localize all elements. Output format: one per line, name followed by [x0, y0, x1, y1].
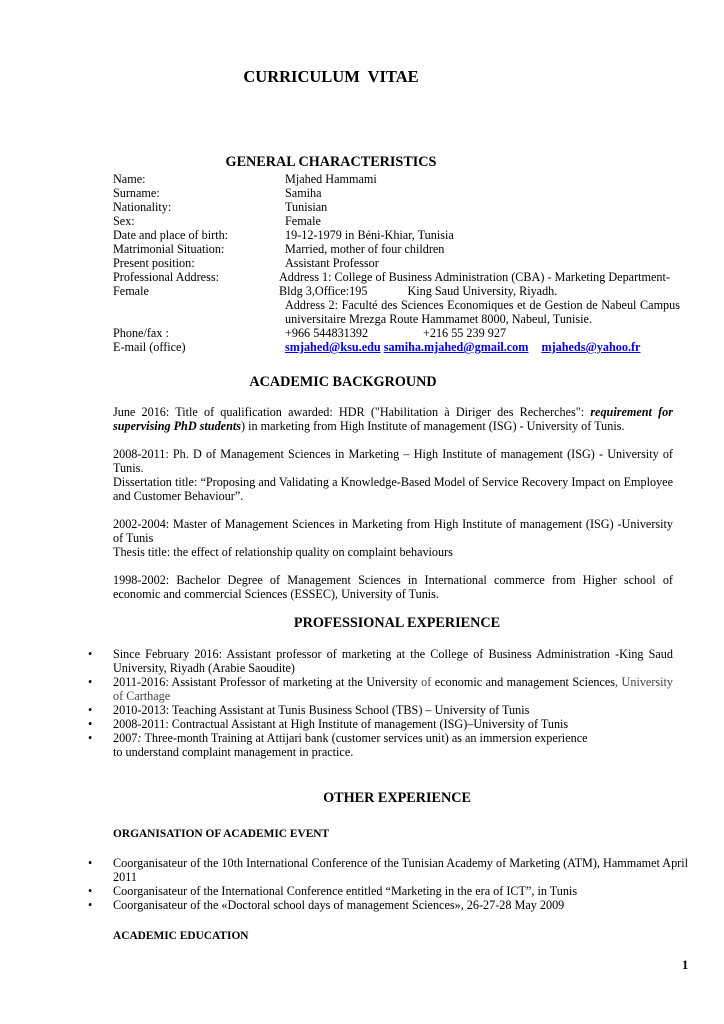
phone-1: +966 544831392 — [285, 326, 369, 340]
info-value: 19-12-1979 in Béni-Khiar, Tunisia — [285, 228, 454, 242]
organisation-list — [113, 856, 688, 912]
info-label: E-mail (office) — [113, 340, 186, 354]
list-item: • Coorganisateur of the «Doctoral school days of management Sciences», 26-27-28 May 2009 — [113, 898, 688, 912]
info-value: Tunisian — [285, 200, 328, 214]
info-value: Assistant Professor — [285, 256, 379, 270]
list-item: • Coorganisateur of the International Conference entitled “Marketing in the era of ICT”, in Tunis — [113, 884, 688, 898]
item-colon: : — [137, 731, 145, 745]
master-thesis: Thesis title: the effect of relationship quality on complaint behaviours — [113, 545, 453, 559]
document-title: CURRICULUM VITAE — [243, 67, 419, 86]
info-row-position — [113, 256, 693, 270]
address-1-line-2 — [279, 284, 557, 298]
list-item — [113, 675, 673, 703]
hdr-entry — [113, 405, 673, 433]
info-row-name — [113, 172, 693, 186]
info-value: Samiha — [285, 186, 322, 200]
phd-entry — [113, 447, 673, 503]
other-experience-heading: OTHER EXPERIENCE — [323, 790, 471, 806]
info-label: Nationality: — [113, 200, 172, 214]
item-text: economic and management Sciences — [431, 675, 616, 689]
list-item: • 2010-2013: Teaching Assistant at Tunis Business School (TBS) – University of Tunis — [113, 703, 673, 717]
info-label: Name: — [113, 172, 146, 186]
info-label: Sex: — [113, 214, 135, 228]
info-row-matrimonial — [113, 242, 693, 256]
info-row-phone — [113, 326, 693, 340]
hdr-text-end: ) in marketing from High Institute of management (ISG) - University of Tunis. — [241, 419, 625, 433]
info-label-female: Female — [113, 284, 149, 298]
hdr-emphasis: requirement for supervising PhD students — [113, 405, 673, 433]
info-row-address-cont — [113, 284, 693, 298]
master-degree: 2002-2004: Master of Management Sciences in Marketing from High Institute of management (ISG) -University of Tunis — [113, 517, 673, 545]
item-text: Three-month Training at Attijari bank (customer services unit) as an immersion experience — [144, 731, 588, 745]
info-row-address — [113, 270, 693, 284]
item-year: 2007 — [113, 731, 138, 745]
address-office: Bldg 3,Office:195 — [279, 284, 368, 298]
info-value: Female — [285, 214, 321, 228]
info-row-nationality — [113, 200, 693, 214]
email-links — [285, 340, 640, 354]
email-link-ksu[interactable]: smjahed@ksu.edu — [285, 340, 381, 354]
address-2: Address 2: Faculté des Sciences Economiques et de Gestion de Nabeul Campus universitaire Mrezga Route Hammamet 8000, Nabeul, Tunisie. — [285, 298, 680, 326]
address-1-line-1: Address 1: College of Business Administration (CBA) - Marketing Department- — [279, 270, 670, 284]
list-item: • 2008-2011: Contractual Assistant at High Institute of management (ISG)–University of Tunis — [113, 717, 673, 731]
info-row-email — [113, 340, 693, 354]
phd-degree: 2008-2011: Ph. D of Management Sciences in Marketing – High Institute of management (ISG) - University of Tunis. — [113, 447, 673, 475]
bachelor-entry — [113, 573, 673, 601]
info-label: Matrimonial Situation: — [113, 242, 225, 256]
info-row-sex — [113, 214, 693, 228]
page-number: 1 — [682, 958, 689, 972]
info-value: Mjahed Hammami — [285, 172, 377, 186]
item-text: 2011-2016: Assistant Professor of marketing at the University — [113, 675, 422, 689]
list-item: • Coorganisateur of the 10th International Conference of the Tunisian Academy of Marketing (ATM), Hammamet April 2011 — [113, 856, 688, 884]
email-link-gmail[interactable]: samiha.mjahed@gmail.com — [383, 340, 529, 354]
bachelor-degree: 1998-2002: Bachelor Degree of Management Sciences in International commerce from Higher school of economic and commercial Sciences (ESSEC), University of Tunis. — [113, 573, 673, 601]
info-row-surname — [113, 186, 693, 200]
info-label: Date and place of birth: — [113, 228, 229, 242]
info-label: Professional Address: — [113, 270, 219, 284]
item-text: to understand complaint management in practice. — [113, 745, 354, 759]
info-row-birth — [113, 228, 693, 242]
list-item: • Since February 2016: Assistant professor of marketing at the College of Business Administration -King Saud University, Riyadh (Arabie Saoudite) — [113, 647, 673, 675]
info-label: Phone/fax : — [113, 326, 169, 340]
academic-background-heading: ACADEMIC BACKGROUND — [249, 374, 437, 390]
phone-2: +216 55 239 927 — [423, 326, 507, 340]
hdr-text: June 2016: Title of qualification awarded: HDR ("Habilitation à Diriger des Recherches": — [113, 405, 591, 419]
professional-experience-heading: PROFESSIONAL EXPERIENCE — [293, 615, 501, 631]
item-text: , University of Carthage — [113, 675, 674, 703]
phd-dissertation: Dissertation title: “Proposing and Validating a Knowledge-Based Model of Service Recovery Impact on Employee and Customer Behaviour”. — [113, 475, 673, 503]
list-item — [113, 731, 673, 759]
general-characteristics-heading: GENERAL CHARACTERISTICS — [225, 154, 437, 170]
organisation-subheading: ORGANISATION OF ACADEMIC EVENT — [113, 828, 330, 840]
info-label: Present position: — [113, 256, 195, 270]
email-link-yahoo[interactable]: mjaheds@yahoo.fr — [541, 340, 641, 354]
academic-education-subheading: ACADEMIC EDUCATION — [113, 930, 249, 942]
info-label: Surname: — [113, 186, 160, 200]
master-entry — [113, 517, 673, 559]
info-value: Married, mother of four children — [285, 242, 445, 256]
address-university: King Saud University, Riyadh. — [407, 284, 558, 298]
professional-experience-list — [113, 647, 673, 759]
item-text: of — [421, 675, 432, 689]
